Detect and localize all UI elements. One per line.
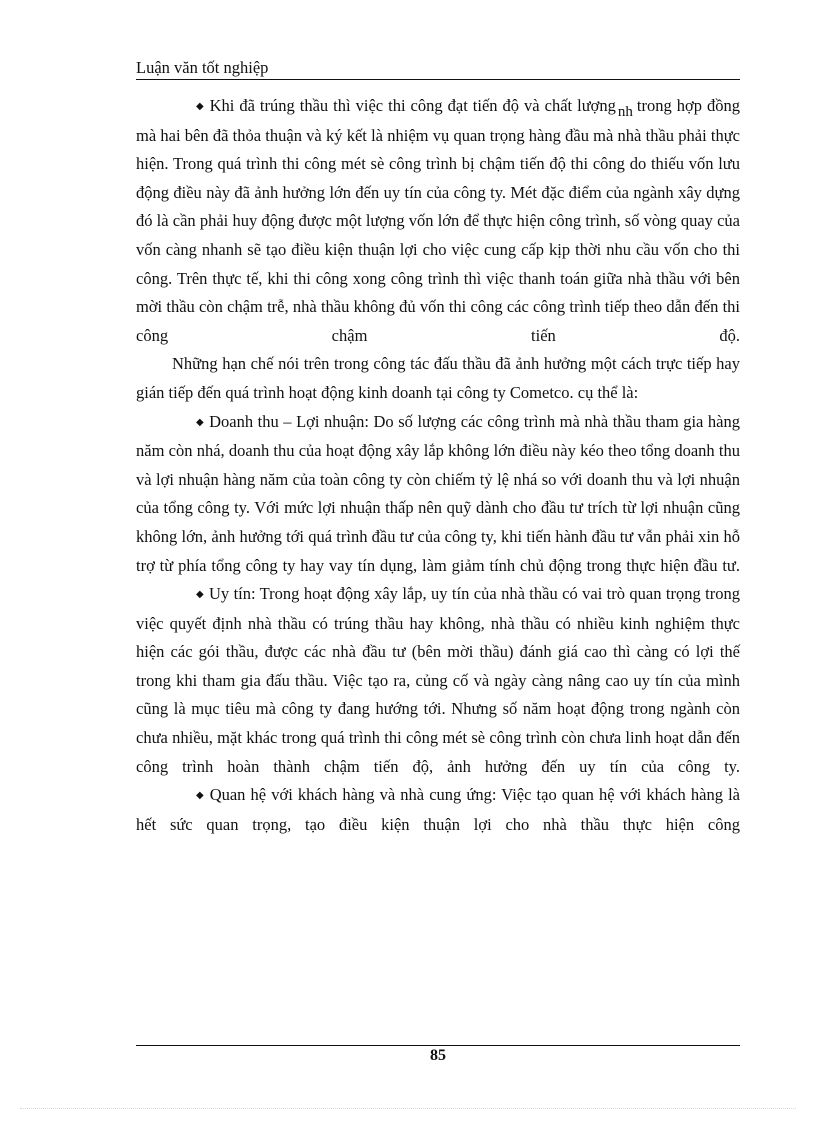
paragraph-1-text-before: Khi đã trúng thầu thì việc thi công đạt tiến độ và chất lượng	[209, 96, 616, 115]
paragraph-4	[136, 580, 740, 781]
header-rule	[136, 79, 740, 80]
bullet-diamond-icon: ◆	[196, 589, 204, 601]
paragraph-1	[136, 92, 740, 350]
paragraph-3	[136, 408, 740, 581]
paragraph-2-text: Những hạn chế nói trên trong công tác đấu thầu đã ảnh hưởng một cách trực tiếp hay gián tiếp đến quá trình hoạt động kinh doanh tại công ty Cometco. cụ thể là:	[136, 354, 740, 402]
bullet-diamond-icon: ◆	[196, 416, 205, 428]
paragraph-3-text: Doanh thu – Lợi nhuận: Do số lượng các công trình mà nhà thầu tham gia hàng năm còn nhá, doanh thu của hoạt động xây lắp không lớn điều này kéo theo tổng doanh thu và lợi nhuận hàng năm của toàn công ty còn chiếm tỷ lệ nhá so với doanh thu và lợi nhuận của tổng công ty. Với mức lợi nhuận thấp nên quỹ dành cho đầu tư trích từ lợi nhuận cũng không lớn, ảnh hưởng tới quá trình đầu tư của công ty, khi tiến hành đầu tư vẫn phải xin hỗ trợ từ phía tổng công ty hay vay tín dụng, làm giảm tính chủ động trong thực hiện đầu tư.	[136, 411, 740, 575]
page-header-title: Luận văn tốt nghiệp	[136, 58, 269, 77]
bullet-diamond-icon: ◆	[196, 790, 205, 802]
paragraph-5-text: Quan hệ với khách hàng và nhà cung ứng: Việc tạo quan hệ với khách hàng là hết sức quan trọng, tạo điều kiện thuận lợi cho nhà thầu thực hiện công	[136, 785, 740, 834]
paragraph-4-text: Uy tín: Trong hoạt động xây lắp, uy tín của nhà thầu có vai trò quan trọng trong việc quyết định nhà thầu có trúng thầu hay không, nhà thầu có nhiều kinh nghiệm thực hiện các gói thầu, được các nhà đầu tư (bên mời thầu) đánh giá cao thì càng có lợi thế trong khi tham gia đấu thầu. Việc tạo ra, củng cố và ngày càng nâng cao uy tín của mình cũng là mục tiêu mà công ty đang hướng tới. Nhưng số năm hoạt động trong ngành còn chưa nhiều, mặt khác trong quá trình thi công mét sè công trình còn chưa linh hoạt dẫn đến công trình hoàn thành chậm tiến độ, ảnh hưởng đến uy tín của công ty.	[136, 584, 740, 776]
paragraph-1-subscript: nh	[617, 104, 633, 120]
document-body	[136, 92, 740, 839]
bullet-diamond-icon: ◆	[196, 101, 205, 112]
paragraph-5	[136, 781, 740, 839]
paragraph-1-text-after: trong hợp đồng mà hai bên đã thỏa thuận và ký kết là nhiệm vụ quan trọng hàng đầu mà nhà thầu phải thực hiện. Trong quá trình thi công mét sè công trình bị chậm tiến độ thi công do thiếu vốn lưu động điều này đã ảnh hưởng lớn đến uy tín của công ty. Mét đặc điểm của ngành xây dựng đó là cần phải huy động được một lượng vốn lớn để thực hiện công trình, số vòng quay của vốn càng nhanh sẽ tạo điều kiện thuận lợi cho việc cung cấp kịp thời nhu cầu vốn cho thi công. Trên thực tế, khi thi công xong công trình thì việc thanh toán giữa nhà thầu với bên mời thầu còn chậm trễ, nhà thầu không đủ vốn thi công các công trình tiếp theo dẫn đến thi công chậm tiến độ.	[136, 96, 740, 345]
page-number: 85	[430, 1047, 446, 1064]
page-edge-dotted-line	[20, 1108, 796, 1109]
paragraph-2	[136, 350, 740, 407]
